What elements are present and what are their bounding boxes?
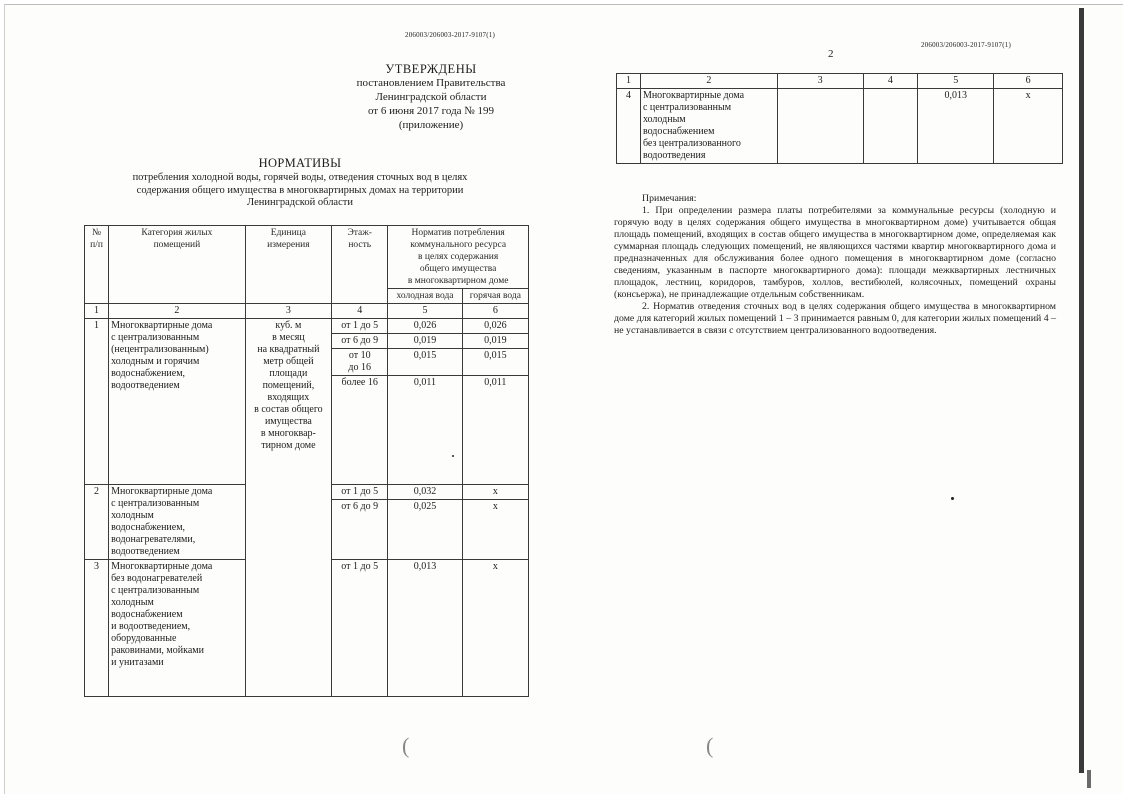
header-cold-water [388,289,462,304]
category-text-line: холодным [111,510,154,521]
header-text-line: коммунального ресурса [410,240,507,250]
floors-text-line: от 1 до 5 [341,320,379,331]
right-doc-code: 206003/206003-2017-9107(1) [921,41,1011,49]
value-text: х [492,501,498,513]
unit-text-line: в многоквар- [260,428,316,439]
category-cell [109,319,246,485]
cold-water-value [388,349,462,376]
hot-water-value [462,376,528,485]
header-hot-water [462,289,528,304]
column-number-text: 1 [94,305,100,316]
category-cell [109,560,246,697]
category-text-line: водоотведением [111,546,180,557]
header-text-line: в многоквартирном доме [407,276,509,286]
floors-text-line: более 16 [341,377,378,388]
norms-subtitle-line: содержания общего имущества в многоквартирных домах на территории [136,184,464,196]
column-number-row [617,74,1063,89]
floors-text-line: от 1 до 5 [341,561,379,572]
floors-text-line: от 6 до 9 [341,335,379,346]
column-number-text: 3 [817,75,823,86]
table-row [85,319,529,334]
floors-cell [332,500,388,560]
floors-cell [332,319,388,334]
approval-block [336,62,526,132]
cold-water-value [388,560,462,697]
value-text: 0,015 [484,350,507,361]
approval-line: от 6 июня 2017 года № 199 [367,105,495,117]
approval-line: (приложение) [398,119,464,131]
header-category [109,226,246,304]
unit-text-line: в месяц [272,332,305,343]
table-row [617,89,1063,164]
page-number: 2 [828,48,834,60]
note-paragraph: 2. Норматив отведения сточных вод в целях содержания общего имущества в многоквартирном доме для категорий жилых помещений 1 – 3 принимается равным 0, для категории жилых помещений 4 – не устанавливается в связи с отсутствием централизованного водоотведения. [614,301,1056,336]
column-number-text: 4 [887,75,893,86]
header-norm [388,226,529,289]
floors-cell [332,349,388,376]
scan-edge-mark [1087,770,1091,788]
category-text-line: водоснабжением [642,126,715,137]
unit-text-line: имущества [264,416,312,427]
hot-water-value [462,485,528,500]
category-text-line: и водоотведением, [111,621,191,632]
header-text-line: Норматив потребления [411,228,505,238]
column-number-text: 2 [174,305,180,316]
column-number-text: 3 [285,305,291,316]
scan-artifact-glyph: ( [706,733,714,758]
row-number-text: 1 [94,320,100,331]
row-number [85,319,109,485]
column-number [640,74,777,89]
column-number-text: 4 [357,305,363,316]
row-number [85,485,109,560]
norms-table [84,225,529,697]
column-number [332,304,388,319]
value-text: 0,026 [413,320,437,331]
category-text-line: водоотведением [111,380,180,391]
unit-text-line: входящих [267,392,310,403]
cold-water-value [918,89,994,164]
category-text-line: Многоквартирные дома [642,90,745,101]
category-text-line: Многоквартирные дома [111,320,213,331]
scan-speck [452,455,454,457]
category-cell [109,485,246,560]
header-text-line: ность [348,240,372,250]
hot-water-value [462,334,528,349]
category-text-line: с централизованным [111,498,200,509]
column-number [245,304,331,319]
value-text: 0,032 [413,486,437,497]
value-text: 0,013 [413,561,437,572]
value-text: 0,013 [944,90,967,101]
category-text-line: водоснабжением [111,609,183,620]
unit-text-line: площади [269,368,308,379]
floors-cell [332,334,388,349]
unit-text-line: на квадратный [257,344,320,355]
floors-cell [332,485,388,500]
category-text-line: и унитазами [111,657,164,668]
floors-cell [332,376,388,485]
approval-line: Ленинградской области [375,91,487,103]
header-text-line: общего имущества [419,264,497,274]
unit-text-line: метр общей [263,356,314,367]
category-text-line: водоотведения [642,150,706,161]
column-number-text: 2 [706,75,712,86]
floors-cell [863,89,918,164]
category-text-line: с централизованным [111,332,200,343]
cold-water-value [388,334,462,349]
norms-table-continued [616,73,1063,164]
value-text: х [492,486,498,497]
approval-line: постановлением Правительства [356,77,506,89]
floors-text-line: от 6 до 9 [341,501,379,513]
header-floors [332,226,388,304]
category-text-line: Многоквартирные дома [111,486,213,497]
unit-text-line: куб. м [275,320,302,331]
hot-water-value [462,349,528,376]
header-text-line: помещений [153,240,201,250]
category-cell [640,89,777,164]
floors-text-line: от 10 [348,350,371,361]
value-text: 0,019 [484,335,507,346]
norms-subtitle-line: потребления холодной воды, горячей воды, отведения сточных вод в целях [132,172,468,183]
category-text-line: холодным [642,114,686,125]
row-number [85,560,109,697]
column-number-text: 6 [492,305,498,316]
approval-title: УТВЕРЖДЕНЫ [385,62,477,76]
norms-subtitle-line: Ленинградской области [247,197,353,208]
category-text-line: с централизованным [642,102,732,113]
floors-cell [332,560,388,697]
norms-title: НОРМАТИВЫ [258,156,342,170]
norms-subtitle [100,172,500,210]
category-text-line: холодным [111,597,154,608]
column-number [109,304,246,319]
unit-text-line: помещений, [262,380,315,391]
value-text: 0,011 [484,377,507,388]
floors-text-line: от 1 до 5 [341,486,379,497]
cold-water-value [388,500,462,560]
value-text: 0,019 [413,335,437,346]
category-text-line: раковинами, мойками [111,645,204,656]
notes-title: Примечания: [642,193,697,204]
column-number [918,74,994,89]
unit-cell [245,319,331,697]
category-text-line: водоснабжением, [111,522,186,533]
row-number-text: 4 [625,90,631,101]
notes-section [614,193,1056,337]
value-text: 0,011 [413,377,437,388]
value-text: х [1025,90,1031,101]
header-num [85,226,109,304]
hot-water-value [462,560,528,697]
note-paragraph: 1. При определении размера платы потребителями за коммунальные ресурсы (холодную и горячую воду в целях содержания общего имущества в многоквартирном доме) учитывается общая площадь помещений, входящих в состав общего имущества в многоквартирном доме, определяемая как суммарная площадь следующих помещений, не являющихся частями квартир многоквартирного дома и предназначенных для обслуживания более одного помещения в многоквартирном доме (согласно сведениям, указанным в паспорте многоквартирного дома): площади межквартирных лестничных площадок, лестниц, коридоров, тамбуров, холлов, вестибюлей, колясочных, помещений охраны (консьержа), не принадлежащие отдельным собственникам. [614,205,1056,300]
cold-water-value [388,485,462,500]
header-text-line: Категория жилых [141,228,213,238]
unit-cell [777,89,863,164]
category-text-line: оборудованные [111,633,177,644]
scan-artifact-glyph: ( [402,733,410,758]
header-text-line: № [92,228,102,238]
value-text: 0,025 [413,501,437,513]
category-text-line: водоснабжением, [111,368,186,379]
category-text-line: с централизованным [111,585,200,596]
column-number [777,74,863,89]
cold-water-value [388,319,462,334]
category-text-line: без водонагревателей [111,573,203,584]
header-text-line: Единица [270,228,306,238]
unit-text-line: тирном доме [261,440,316,451]
column-number [462,304,528,319]
value-text: 0,026 [484,320,507,331]
value-text: х [492,561,498,572]
row-number-text: 3 [94,561,100,572]
column-number-text: 5 [422,305,428,316]
column-number [994,74,1063,89]
row-number-text: 2 [94,486,100,497]
category-text-line: (нецентрализованным) [111,344,209,355]
header-unit [245,226,331,304]
hot-water-value [462,500,528,560]
category-text-line: холодным и горячим [111,356,200,367]
column-number-text: 5 [953,75,959,86]
cold-water-value [388,376,462,485]
row-number [617,89,641,164]
column-number [85,304,109,319]
column-number [617,74,641,89]
category-text-line: без централизованного [642,138,741,149]
column-number [863,74,918,89]
unit-text-line: в состав общего [254,404,323,415]
floors-text-line: до 16 [348,362,371,373]
left-doc-code: 206003/206003-2017-9107(1) [405,31,495,39]
header-text-line: Этаж- [347,228,372,238]
hot-water-value [462,319,528,334]
hot-water-value [994,89,1063,164]
header-text-line: п/п [90,240,103,250]
table-header-row [85,226,529,289]
category-text-line: Многоквартирные дома [111,561,213,572]
scan-speck [951,497,954,500]
column-number-text: 1 [625,75,631,86]
column-number-text: 6 [1025,75,1031,86]
header-text-line: измерения [267,240,310,250]
value-text: 0,015 [413,350,437,361]
scan-edge-mark [1079,8,1084,773]
header-text: холодная вода [396,291,454,301]
column-number [388,304,462,319]
header-text-line: в целях содержания [418,252,499,262]
header-text: горячая вода [469,291,521,301]
category-text-line: водонагревателями, [111,534,196,545]
column-number-row [85,304,529,319]
